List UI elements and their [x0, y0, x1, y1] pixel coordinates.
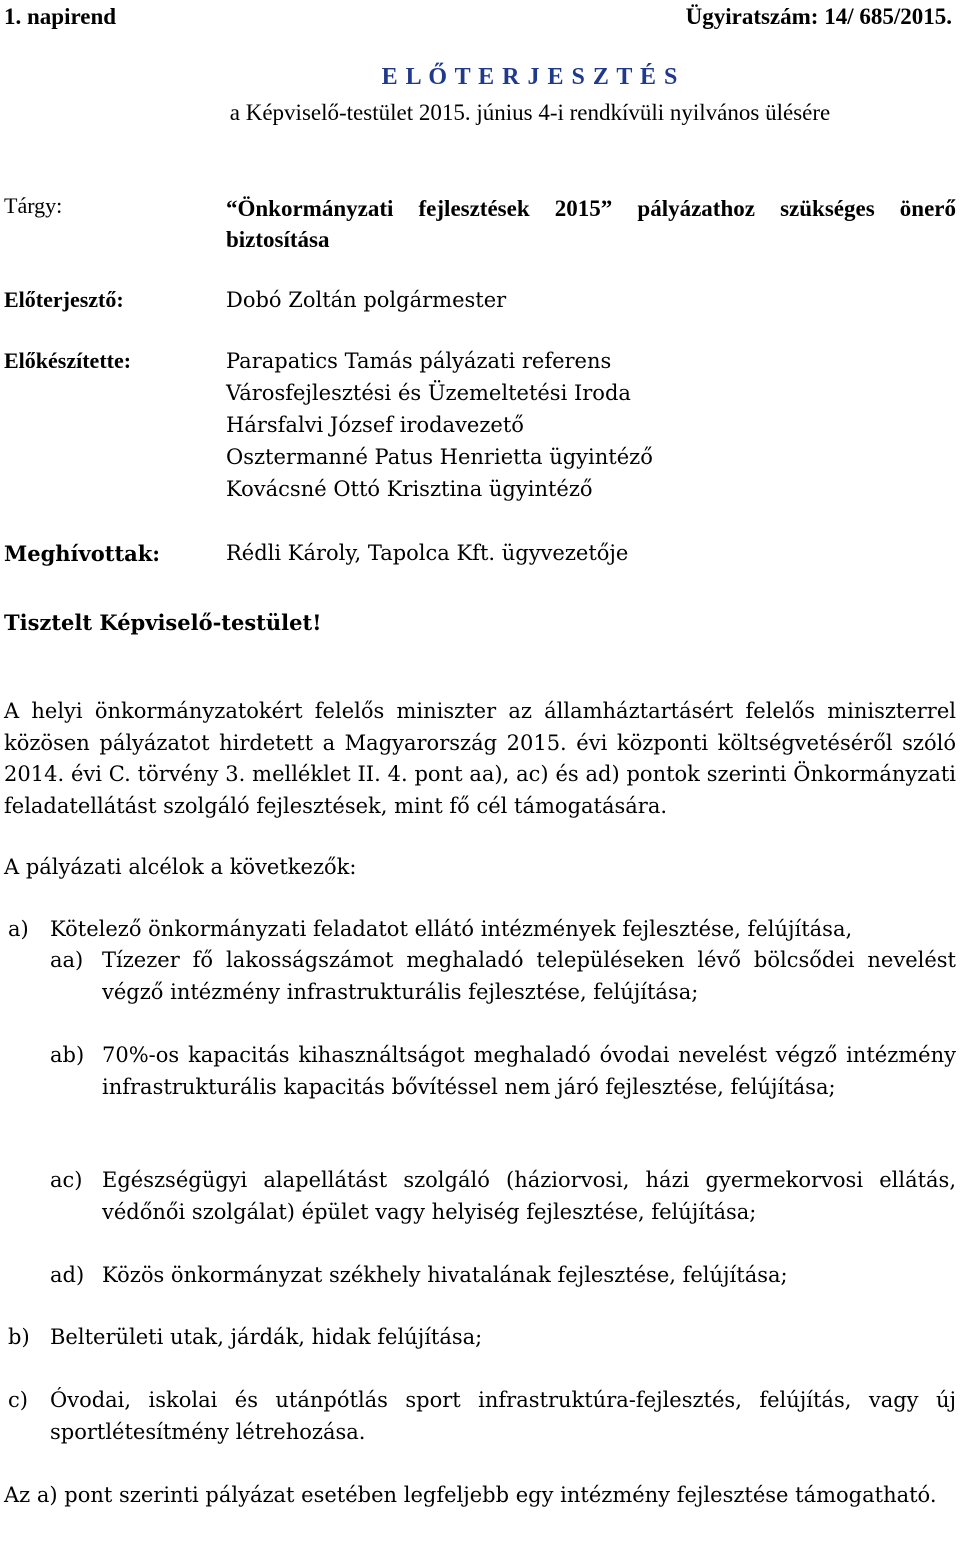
- list-item-text: Kötelező önkormányzati feladatot ellátó intézmények fejlesztése, felújítása,: [50, 917, 853, 941]
- list-item-text: Közös önkormányzat székhely hivatalának fejlesztése, felújítása;: [102, 1263, 788, 1287]
- subject-label: Tárgy:: [4, 193, 63, 218]
- prepared-by-line: Hársfalvi József irodavezető: [226, 413, 524, 437]
- intro-paragraph: A helyi önkormányzatokért felelős miniszter az államháztartásért felelős miniszterrel közösen pályázatot hirdetett a Magyarország 2015. évi központi költségvetéséről szóló 2014. évi C. törvény 3. melléklet II. 4. pont aa), ac) és ad) pontok szerinti Önkormányzati feladatellátást szolgáló fejlesztések, mint fő cél támogatására.: [4, 699, 956, 818]
- list-item-text: 70%-os kapacitás kihasználtságot meghaladó óvodai nevelést végző intézmény infrastrukturális kapacitás bővítéssel nem járó fejlesztése, felújítása;: [102, 1043, 956, 1099]
- invited-value: Rédli Károly, Tapolca Kft. ügyvezetője: [226, 541, 629, 565]
- subgoals-intro: A pályázati alcélok a következők:: [4, 855, 357, 879]
- prepared-by-line: Osztermanné Patus Henrietta ügyintéző: [226, 445, 653, 469]
- list-marker: ad): [50, 1263, 85, 1287]
- prepared-by-list: [226, 345, 956, 505]
- prepared-by-line: Kovácsné Ottó Krisztina ügyintéző: [226, 477, 593, 501]
- salutation: Tisztelt Képviselő-testület!: [4, 610, 322, 635]
- document-title: E L Ő T E R J E S Z T É S: [381, 64, 679, 90]
- document-subtitle: a Képviselő-testület 2015. június 4-i rendkívüli nyilvános ülésére: [229, 100, 831, 125]
- closing-paragraph: Az a) pont szerinti pályázat esetében legfeljebb egy intézmény fejlesztése támogatható.: [4, 1483, 937, 1507]
- document-header: [4, 4, 952, 34]
- list-marker: ac): [50, 1168, 83, 1192]
- presenter-value: Dobó Zoltán polgármester: [226, 288, 507, 312]
- list-marker: b): [8, 1325, 30, 1349]
- list-marker: ab): [50, 1043, 85, 1067]
- presenter-label: Előterjesztő:: [4, 287, 124, 312]
- agenda-item-number: 1. napirend: [4, 4, 117, 29]
- file-number: Ügyiratszám: 14/ 685/2015.: [685, 4, 952, 29]
- list-item-text: Egészségügyi alapellátást szolgáló (háziorvosi, házi gyermekorvosi ellátás, védőnői szolgálat) épület vagy helyiség fejlesztése, felújítása;: [102, 1168, 956, 1224]
- prepared-by-label: Előkészítette:: [4, 348, 132, 373]
- subject-value: “Önkormányzati fejlesztések 2015” pályázathoz szükséges önerő biztosítása: [226, 196, 956, 252]
- invited-label: Meghívottak:: [4, 541, 161, 566]
- list-item-text: Óvodai, iskolai és utánpótlás sport infrastruktúra-fejlesztés, felújítás, vagy új sportlétesítmény létrehozása.: [50, 1388, 956, 1444]
- prepared-by-line: Parapatics Tamás pályázati referens: [226, 349, 612, 373]
- prepared-by-line: Városfejlesztési és Üzemeltetési Iroda: [226, 381, 631, 405]
- list-item-text: Tízezer fő lakosságszámot meghaladó településeken lévő bölcsődei nevelést végző intézmény infrastrukturális fejlesztése, felújítása;: [102, 948, 956, 1004]
- list-marker: a): [8, 917, 29, 941]
- list-marker: aa): [50, 948, 84, 972]
- list-item-text: Belterületi utak, járdák, hidak felújítása;: [50, 1325, 483, 1349]
- list-marker: c): [8, 1388, 28, 1412]
